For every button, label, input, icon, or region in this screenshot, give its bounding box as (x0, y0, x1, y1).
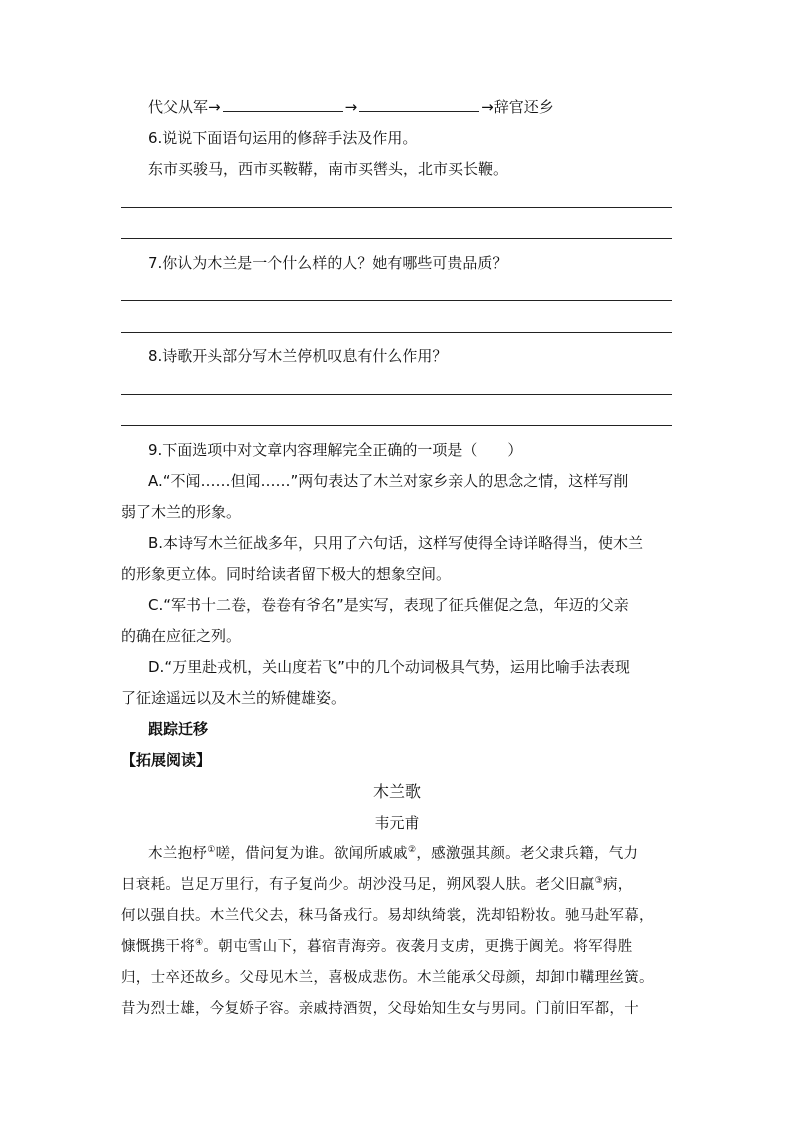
answer-line[interactable] (121, 332, 672, 333)
poem-line-4: 慷慨携干将④。朝屯雪山下，暮宿青海旁。夜袭月支虏，更携于阗羌。将军得胜 (121, 938, 633, 955)
section-subtitle: 【拓展阅读】 (121, 751, 212, 769)
q5-sequence (148, 97, 554, 117)
answer-line[interactable] (121, 425, 672, 426)
q9-option-d: D.“万里赴戎机，关山度若飞”中的几个动词极具气势，运用比喻手法表现 (148, 658, 630, 676)
q9-option-b: B.本诗写木兰征战多年，只用了六句话，这样写使得全诗详略得当，使木兰 (148, 534, 644, 552)
footnote-marker: ④ (195, 938, 204, 949)
q9-question: 9.下面选项中对文章内容理解完全正确的一项是（ ） (148, 441, 523, 459)
footnote-marker: ② (407, 845, 417, 856)
answer-line[interactable] (121, 300, 672, 301)
q5-blank-1[interactable] (223, 97, 343, 112)
q8-question: 8.诗歌开头部分写木兰停机叹息有什么作用？ (148, 347, 448, 365)
q9-option-a-cont: 弱了木兰的形象。 (121, 503, 242, 521)
poem-line-5: 归，士卒还故乡。父母见木兰，喜极成悲伤。木兰能承父母颜，却卸巾鞲理丝簧。 (121, 970, 654, 986)
q7-question: 7.你认为木兰是一个什么样的人？她有哪些可贵品质？ (148, 254, 508, 272)
q6-quote: 东市买骏马，西市买鞍鞯，南市买辔头，北市买长鞭。 (148, 160, 509, 178)
poem-author: 韦元甫 (374, 814, 420, 832)
q9-option-a: A.“不闻……但闻……”两句表达了木兰对家乡亲人的思念之情，这样写削 (148, 472, 629, 490)
section-title: 跟踪迁移 (148, 720, 209, 738)
poem-line-3: 何以强自扶。木兰代父去，秣马备戎行。易却纨绮裳，洗却铅粉妆。驰马赴军幕， (121, 908, 654, 924)
q9-option-d-cont: 了征途遥远以及木兰的矫健雄姿。 (121, 689, 347, 707)
answer-line[interactable] (121, 207, 672, 208)
poem-line-6: 昔为烈士雄，今复娇子容。亲戚持酒贺，父母始知生女与男同。门前旧军都，十 (121, 1001, 639, 1017)
q5-arrow: → (344, 98, 358, 116)
answer-line[interactable] (121, 394, 672, 395)
q5-start: 代父从军→ (148, 98, 221, 116)
answer-line[interactable] (121, 238, 672, 239)
q9-option-c-cont: 的确在应征之列。 (121, 627, 242, 645)
poem-title: 木兰歌 (372, 782, 421, 801)
q5-blank-2[interactable] (359, 97, 479, 112)
poem-line-2: 日衰耗。岂足万里行，有子复尚少。胡沙没马足，朔风裂人肤。老父旧羸③病， (121, 876, 633, 893)
poem-line-1: 木兰抱杼①嗟，借问复为谁。欲闻所戚戚②，感激强其颜。老父隶兵籍，气力 (148, 845, 639, 862)
footnote-marker: ① (207, 845, 216, 856)
footnote-marker: ③ (594, 876, 603, 887)
q5-end: →辞官还乡 (481, 98, 554, 116)
q6-question: 6.说说下面语句运用的修辞手法及作用。 (148, 129, 418, 147)
q9-option-b-cont: 的形象更立体。同时给读者留下极大的想象空间。 (121, 565, 452, 583)
q9-option-c: C.“军书十二卷，卷卷有爷名”是实写，表现了征兵催促之急，年迈的父亲 (148, 596, 629, 614)
